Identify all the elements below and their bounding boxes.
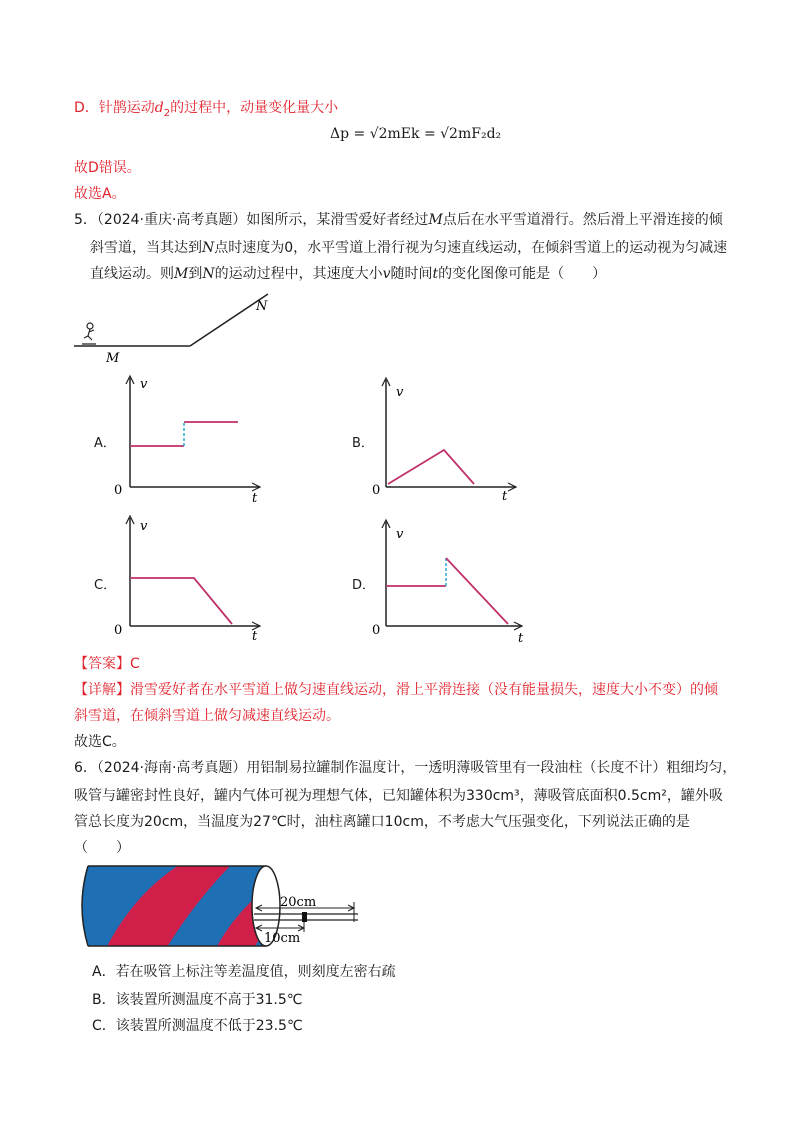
dim-10cm-label: 10cm: [264, 931, 301, 946]
ski-slope-figure: [70, 290, 290, 370]
q6-option-A: A．若在吸管上标注等差温度值，则刻度左密右疏: [92, 964, 396, 980]
q5-line3: 直线运动。则M到N的运动过程中，其速度大小v随时间t的变化图像可能是（ ）: [90, 266, 607, 282]
q5-choose: 故选C。: [74, 734, 126, 750]
point-M-label: M: [106, 351, 120, 366]
axis-t-D: t: [518, 631, 524, 646]
skier-icon: [82, 323, 96, 344]
q6-line1: 6．（2024·海南·高考真题）用铝制易拉罐制作温度计，一透明薄吸管里有一段油柱（长度不计）粗细均匀，: [74, 760, 737, 776]
q6-option-B: B．该装置所测温度不高于31.5℃: [92, 992, 303, 1008]
q6-line4: （ ）: [74, 840, 130, 856]
momentum-formula: Δp = √2mEk = √2mF₂d₂: [330, 126, 502, 142]
graph-D: [366, 516, 526, 646]
origin-B: 0: [372, 483, 381, 498]
axis-t-C: t: [252, 629, 258, 642]
origin-D: 0: [372, 623, 381, 638]
axis-t-B: t: [502, 489, 508, 504]
dim-20cm-label: 20cm: [280, 895, 317, 910]
sectionD-conclusion: 故D错误。: [74, 160, 141, 176]
can-thermometer-figure: [74, 862, 374, 952]
axis-v-A: v: [140, 377, 148, 392]
origin-C: 0: [114, 623, 123, 638]
point-N-label: N: [256, 299, 268, 314]
q6-option-C: C．该装置所测温度不低于23.5℃: [92, 1018, 303, 1034]
q5-line1: 5．（2024·重庆·高考真题）如图所示，某滑雪爱好者经过M点后在水平雪道滑行。然后滑上平滑连接的倾: [74, 212, 723, 228]
sectionD-line: D．针鹊运动$d_2$的过程中，动量变化量大小: [74, 100, 339, 119]
option-B-label: B．: [352, 436, 374, 451]
q5-answer: 【答案】C: [74, 656, 140, 672]
option-C-label: C．: [94, 578, 117, 593]
axis-t-A: t: [252, 491, 258, 502]
q5-line2: 斜雪道，当其达到N点时速度为0，水平雪道上滑行视为匀速直线运动，在倾斜雪道上的运动视为匀减速: [90, 240, 728, 256]
origin-A: 0: [114, 483, 123, 498]
axis-v-C: v: [140, 519, 148, 534]
q6-line3: 管总长度为20cm，当温度为27℃时，油柱离罐口10cm，不考虑大气压强变化，下列说法正确的是: [74, 814, 690, 830]
axis-v-D: v: [396, 527, 404, 542]
q5-detail-line2: 斜雪道，在倾斜雪道上做匀减速直线运动。: [74, 708, 340, 724]
sectionD-choose: 故选A。: [74, 186, 126, 202]
graph-B: [366, 374, 526, 504]
q5-detail-line1: 【详解】滑雪爱好者在水平雪道上做匀速直线运动，滑上平滑连接（没有能量损失，速度大小不变）的倾: [74, 682, 718, 698]
q6-line2: 吸管与罐密封性良好，罐内气体可视为理想气体，已知罐体积为330cm³，薄吸管底面积0.5cm²，罐外吸: [74, 788, 723, 804]
graph-C: [110, 512, 270, 642]
axis-v-B: v: [396, 385, 404, 400]
option-A-label: A．: [94, 436, 116, 451]
graph-A: [110, 372, 270, 502]
option-D-label: D．: [352, 578, 376, 593]
